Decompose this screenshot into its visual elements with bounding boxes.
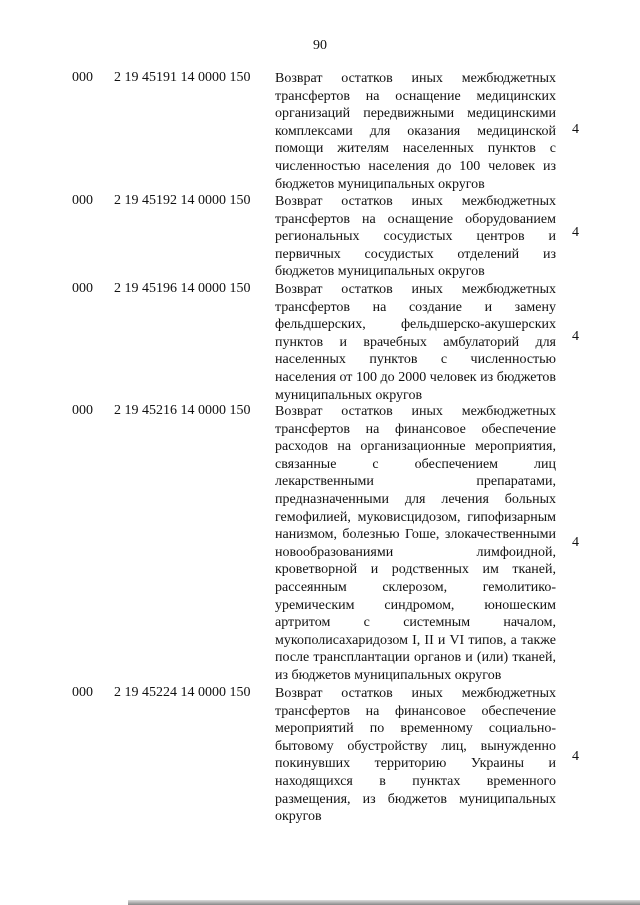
budget-classification-code: 2 19 45192 14 0000 150 <box>114 193 251 208</box>
budget-classification-code: 2 19 45196 14 0000 150 <box>114 281 251 296</box>
admin-code: 000 <box>72 193 93 208</box>
row-description: Возврат остатков иных межбюджетных трансфертов на финансовое обеспечение расходов на организационные мероприятия, связанные с обеспечением лиц лекарственными препаратами, предназначенными для лечения больных гемофилией, муковисцидозом, гипофизарным нанизмом, болезнью Гоше, злокачественными новообразованиями лимфоидной, кроветворной и родственных им тканей, рассеянным склерозом, гемолитико-уремическим синдромом, юношеским артритом с системным началом, мукополисахаридозом I, II и VI типов, а также после трансплантации органов и (или) тканей, из бюджетов муниципальных округов <box>275 404 556 683</box>
row-description: Возврат остатков иных межбюджетных трансфертов на создание и замену фельдшерских, фельдшерско-акушерских пунктов и врачебных амбулаторий для населенных пунктов с численностью населения от 100 до 2000 человек из бюджетов муниципальных округов <box>275 282 556 403</box>
budget-classification-code: 2 19 45224 14 0000 150 <box>114 685 251 700</box>
budget-classification-code: 2 19 45191 14 0000 150 <box>114 70 251 85</box>
row-description: Возврат остатков иных межбюджетных трансфертов на финансовое обеспечение мероприятий по временному социально-бытовому обустройству лиц, вынужденно покинувших территорию Украины и находящихся в пунктах временного размещения, из бюджетов муниципальных округов <box>275 686 556 825</box>
row-description: Возврат остатков иных межбюджетных трансфертов на оснащение оборудованием региональных сосудистых центров и первичных сосудистых отделений из бюджетов муниципальных округов <box>275 194 556 280</box>
admin-code: 000 <box>72 685 93 700</box>
row-amount: 4 <box>572 535 579 550</box>
row-amount: 4 <box>572 122 579 137</box>
row-amount: 4 <box>572 329 579 344</box>
scan-edge-shadow <box>128 900 640 905</box>
page-number: 90 <box>313 38 327 53</box>
admin-code: 000 <box>72 281 93 296</box>
admin-code: 000 <box>72 70 93 85</box>
budget-classification-code: 2 19 45216 14 0000 150 <box>114 403 251 418</box>
row-amount: 4 <box>572 225 579 240</box>
admin-code: 000 <box>72 403 93 418</box>
row-amount: 4 <box>572 749 579 764</box>
row-description: Возврат остатков иных межбюджетных трансфертов на оснащение медицинских организаций передвижными медицинскими комплексами для оказания медицинской помощи жителям населенных пунктов с численностью населения до 100 человек из бюджетов муниципальных округов <box>275 71 556 192</box>
